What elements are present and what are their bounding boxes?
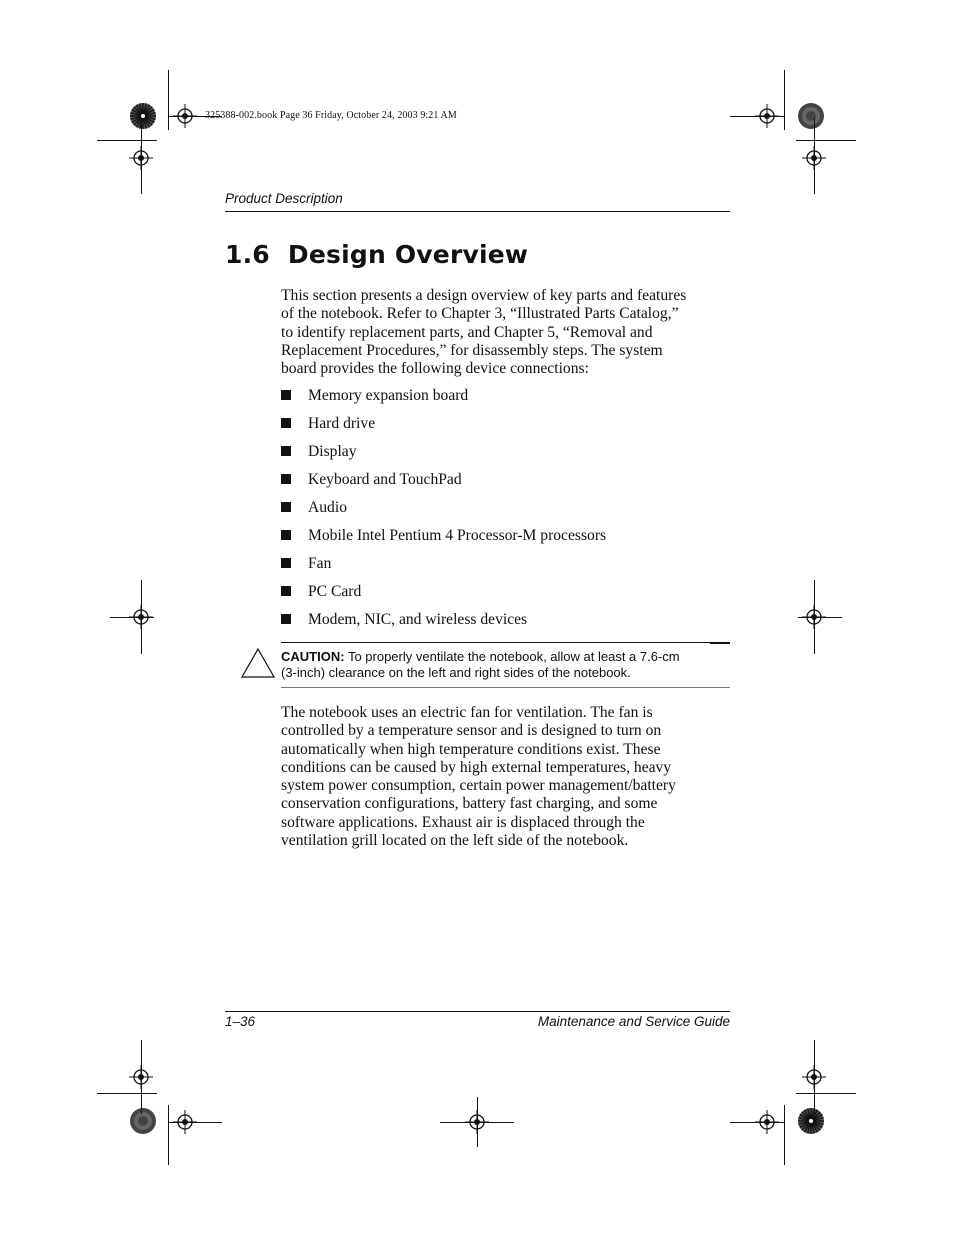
crop-line	[730, 1122, 784, 1123]
caution-triangle-icon	[241, 648, 275, 678]
paragraph-line: controlled by a temperature sensor and is designed to turn on	[281, 722, 662, 740]
list-item	[281, 386, 606, 414]
crop-line	[796, 1093, 856, 1094]
bullet-square-icon	[281, 530, 291, 540]
paragraph-line: This section presents a design overview of key parts and features	[281, 287, 687, 304]
crop-line	[168, 70, 169, 130]
bullet-square-icon	[281, 390, 291, 400]
crop-line	[97, 1093, 157, 1094]
list-item	[281, 498, 606, 526]
list-item-label: Keyboard and TouchPad	[308, 471, 462, 488]
bullet-square-icon	[281, 418, 291, 428]
star-target-icon	[129, 102, 157, 130]
bullet-square-icon	[281, 474, 291, 484]
list-item-label: Audio	[308, 499, 347, 516]
caution-line: To properly ventilate the notebook, allow at least a 7.6-cm	[347, 649, 680, 664]
caution-bottom-rule	[281, 687, 730, 688]
device-connection-list	[281, 386, 606, 638]
crop-line	[784, 70, 785, 130]
list-item-label: Hard drive	[308, 415, 376, 432]
list-item-label: Fan	[308, 555, 332, 572]
crop-line	[141, 118, 142, 194]
guide-title: Maintenance and Service Guide	[537, 1014, 730, 1029]
bullet-square-icon	[281, 614, 291, 624]
star-target-icon	[129, 1107, 157, 1135]
crop-line	[141, 580, 142, 654]
caution-label: CAUTION:	[281, 649, 345, 664]
intro-paragraph	[281, 287, 741, 378]
crop-line	[784, 1105, 785, 1165]
section-number: 1.6	[225, 240, 270, 269]
fan-paragraph	[281, 704, 741, 850]
footer-rule	[225, 1011, 730, 1012]
paragraph-line: system power consumption, certain power management/battery	[281, 777, 676, 795]
caution-top-rule	[281, 642, 730, 643]
crop-line	[814, 580, 815, 654]
crop-line	[477, 1097, 478, 1147]
page-number: 1–36	[225, 1014, 256, 1029]
list-item	[281, 470, 606, 498]
star-target-icon	[797, 102, 825, 130]
paragraph-line: Replacement Procedures,” for disassembly steps. The system	[281, 341, 663, 359]
crop-line	[814, 118, 815, 194]
list-item-label: PC Card	[308, 583, 362, 600]
paragraph-line: software applications. Exhaust air is displaced through the	[281, 813, 645, 831]
paragraph-line: to identify replacement parts, and Chapter 5, “Removal and	[281, 323, 653, 341]
paragraph-line: board provides the following device connections:	[281, 360, 589, 378]
paragraph-line: automatically when high temperature conditions exist. These	[281, 740, 661, 758]
caution-line: (3-inch) clearance on the left and right sides of the notebook.	[281, 664, 631, 680]
crop-line	[730, 116, 784, 117]
caution-note	[281, 649, 731, 680]
list-item-label: Modem, NIC, and wireless devices	[308, 611, 528, 628]
paragraph-line: The notebook uses an electric fan for ventilation. The fan is	[281, 704, 653, 721]
list-item-label: Memory expansion board	[308, 387, 469, 404]
section-heading	[225, 240, 528, 269]
crop-line	[168, 1105, 169, 1165]
list-item-label: Display	[308, 443, 357, 460]
crop-line	[798, 617, 842, 618]
crop-line	[168, 1122, 222, 1123]
star-target-icon	[797, 1107, 825, 1135]
bullet-square-icon	[281, 586, 291, 596]
list-item	[281, 414, 606, 442]
crop-line	[814, 1040, 815, 1114]
bullet-square-icon	[281, 502, 291, 512]
crop-line	[97, 140, 157, 141]
bullet-square-icon	[281, 446, 291, 456]
paragraph-line: ventilation grill located on the left side of the notebook.	[281, 832, 629, 850]
print-slug: 325388-002.book Page 36 Friday, October 24, 2003 9:21 AM	[205, 110, 457, 121]
bullet-square-icon	[281, 558, 291, 568]
header-rule	[225, 211, 730, 212]
crop-line	[796, 140, 856, 141]
crop-line	[110, 617, 154, 618]
crop-line	[141, 1040, 142, 1114]
paragraph-line: conservation configurations, battery fast charging, and some	[281, 795, 658, 813]
section-title: Design Overview	[287, 240, 529, 269]
list-item	[281, 442, 606, 470]
list-item	[281, 610, 606, 638]
paragraph-line: of the notebook. Refer to Chapter 3, “Illustrated Parts Catalog,”	[281, 305, 679, 323]
list-item	[281, 582, 606, 610]
list-item-label: Mobile Intel Pentium 4 Processor-M processors	[308, 527, 607, 544]
running-head: Product Description	[225, 191, 343, 206]
list-item	[281, 554, 606, 582]
paragraph-line: conditions can be caused by high external temperatures, heavy	[281, 758, 672, 776]
list-item	[281, 526, 606, 554]
